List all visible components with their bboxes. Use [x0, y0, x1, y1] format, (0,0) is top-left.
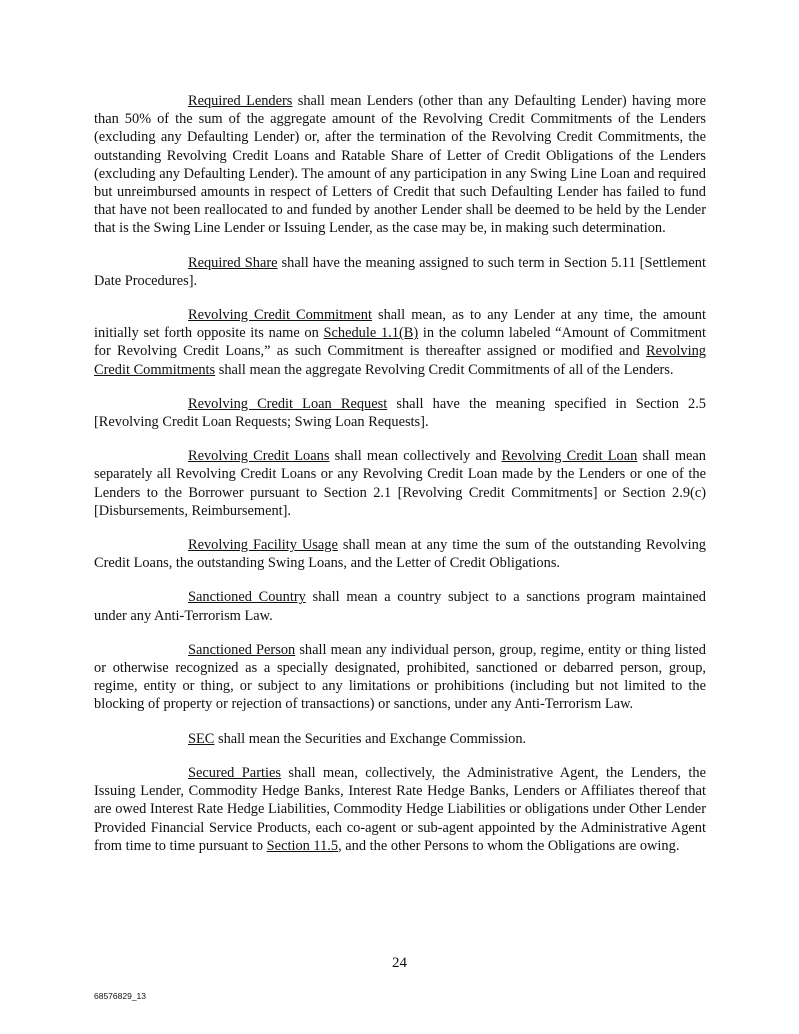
definition-paragraph	[94, 764, 706, 855]
defined-term: Revolving Facility Usage	[188, 537, 338, 554]
definition-paragraph	[94, 730, 706, 748]
definition-paragraph	[94, 641, 706, 714]
defined-term: Required Lenders	[188, 93, 293, 109]
defined-term: Revolving Credit Commitment	[188, 307, 372, 324]
definition-text: shall mean collectively and	[329, 448, 502, 465]
definition-text: shall mean any individual person, group, regime, entity or thing listed or otherwise recognized as a specially designated, prohibited, sanctioned or debarred person, group, regime, entity or thing, or subject to any limitations or prohibitions (including but not limited to the blocking of property or rejection of transactions) or sanctions, under any Anti-Terrorism Law.	[94, 641, 706, 713]
definition-text: , and the other Persons to whom the Obligations are owing.	[338, 837, 680, 854]
defined-term: SEC	[188, 730, 215, 747]
section-reference: Section 11.5	[266, 837, 339, 854]
definition-paragraph	[94, 536, 706, 572]
defined-term: Revolving Credit Loan	[501, 448, 638, 465]
defined-term: Secured Parties	[188, 764, 281, 781]
definition-paragraph	[94, 254, 706, 290]
schedule-reference: Schedule 1.1(B)	[323, 325, 419, 342]
definition-text: shall mean, as to any Lender at any time, the amount initially set forth opposite its name on	[94, 307, 707, 342]
defined-term: Revolving Credit Loans	[188, 448, 330, 465]
definition-paragraph	[94, 395, 706, 431]
defined-term: Sanctioned Country	[188, 589, 306, 606]
definition-text: shall mean separately all Revolving Credit Loans or any Revolving Credit Loan made by the Lenders or one of the Lenders to the Borrower pursuant to Section 2.1 [Revolving Credit Commitments] or Section 2.9(c) [Disbursements, Reimbursement].	[94, 448, 706, 519]
definition-text: shall mean the Securities and Exchange Commission.	[214, 730, 527, 747]
definition-text: in the column labeled “Amount of Commitment for Revolving Credit Loans,” as such Commitment is thereafter assigned or modified and	[94, 325, 706, 360]
definition-text: shall mean Lenders (other than any Defaulting Lender) having more than 50% of the sum of the aggregate amount of the Revolving Credit Commitments of the Lenders (excluding any Defaulting Lender) or, after the termination of the Revolving Credit Commitments, the outstanding Revolving Credit Loans and Ratable Share of Letter of Credit Obligations of the Lenders (excluding any Defaulting Lender). The amount of any participation in any Swing Line Loan and required but unreimbursed amounts in respect of Letters of Credit that such Defaulting Lender has failed to fund that have not been reallocated to and funded by another Lender shall be deemed to be held by the Lender that is the Swing Line Lender or Issuing Lender, as the case may be, in making such determination.	[94, 93, 706, 237]
definition-text: shall have the meaning specified in Section 2.5 [Revolving Credit Loan Requests; Swing Loan Requests].	[94, 395, 706, 431]
defined-term: Sanctioned Person	[188, 641, 296, 658]
definition-text: shall have the meaning assigned to such term in Section 5.11 [Settlement Date Procedures].	[94, 254, 706, 289]
defined-term: Revolving Credit Loan Request	[188, 395, 388, 412]
definition-text: shall mean at any time the sum of the outstanding Revolving Credit Loans, the outstanding Swing Loans, and the Letter of Credit Obligations.	[94, 537, 706, 572]
definition-text: shall mean a country subject to a sanctions program maintained under any Anti-Terrorism Law.	[94, 589, 706, 624]
definition-paragraph	[94, 92, 706, 238]
definition-paragraph	[94, 447, 706, 520]
definition-paragraph	[94, 588, 706, 624]
definition-text: shall mean the aggregate Revolving Credit Commitments of all of the Lenders.	[215, 361, 674, 378]
definition-paragraph	[94, 306, 706, 379]
defined-term: Revolving Credit Commitments	[94, 343, 706, 378]
definition-text: shall mean, collectively, the Administrative Agent, the Lenders, the Issuing Lender, Commodity Hedge Banks, Interest Rate Hedge Banks, Lenders or Affiliates thereof that are owed Interest Rate Hedge Liabilities, Commodity Hedge Liabilities or obligations under Other Lender Provided Financial Service Products, each co-agent or sub-agent appointed by the Administrative Agent from time to time pursuant to	[94, 764, 706, 854]
document-body	[94, 92, 706, 871]
document-id: 68576829_13	[94, 991, 147, 1001]
defined-term: Required Share	[188, 254, 278, 271]
page-number: 24	[392, 955, 407, 971]
